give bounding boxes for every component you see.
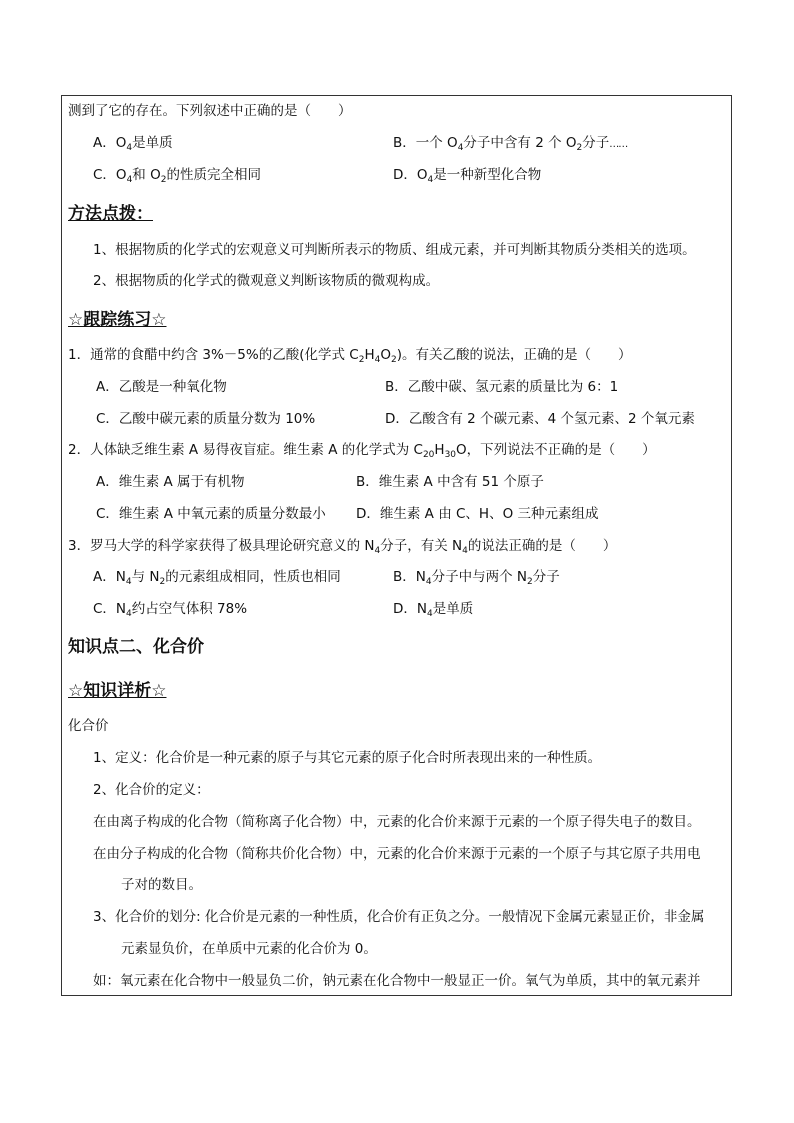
covalent-paragraph-line2: 子对的数目。 xyxy=(121,877,202,893)
option-a: A．$O_4$是单质 xyxy=(93,135,173,153)
practice-q3-option-c: C．$N_4$约占空气体积 78% xyxy=(93,601,248,619)
practice-q3-option-b: B．$N_4$分子中与两个 $N_2$分子 xyxy=(393,569,560,587)
ionic-paragraph: 在由离子构成的化合物（简称离子化合物）中，元素的化合价来源于元素的一个原子得失电子的数目。 xyxy=(93,814,701,830)
practice-q2-option-d: D．维生素 A 由 C、H、O 三种元素组成 xyxy=(356,506,599,522)
question-stem-end: 测到了它的存在。下列叙述中正确的是（ ） xyxy=(68,103,352,119)
practice-q1-stem: 1．通常的食醋中约含 3%－5%的乙酸(化学式 $C_2H_4O_2$)。有关乙酸的说法，正确的是（ ） xyxy=(68,347,632,365)
practice-q1-option-d: D．乙酸含有 2 个碳元素、4 个氢元素、2 个氧元素 xyxy=(385,411,695,427)
practice-q2-option-c: C．维生素 A 中氧元素的质量分数最小 xyxy=(96,506,326,522)
method-point-1: 1、根据物质的化学式的宏观意义可判断所表示的物质、组成元素，并可判断其物质分类相关的选项。 xyxy=(93,242,696,258)
option-b: B．一个 $O_4$分子中含有 2 个 $O_2$分子…… xyxy=(393,135,628,153)
practice-q2-option-a: A．维生素 A 属于有机物 xyxy=(96,474,245,490)
practice-q1-option-a: A．乙酸是一种氧化物 xyxy=(96,379,227,395)
section-heading: 知识点二、化合价 xyxy=(68,637,204,657)
option-d: D．$O_4$是一种新型化合物 xyxy=(393,167,542,185)
practice-heading: ☆跟踪练习☆ xyxy=(68,310,167,330)
example-paragraph: 如：氧元素在化合物中一般显负二价，钠元素在化合物中一般显正一价。氧气为单质，其中的氧元素并 xyxy=(93,973,701,989)
practice-q3-option-a: A．$N_4$与 $N_2$的元素组成相同，性质也相同 xyxy=(93,569,341,587)
method-heading: 方法点拨： xyxy=(68,204,153,224)
practice-q3-stem: 3．罗马大学的科学家获得了极具理论研究意义的 $N_4$分子，有关 $N_4$的说法正确的是（ ） xyxy=(68,538,617,556)
covalent-paragraph-line1: 在由分子构成的化合物（简称共价化合物）中，元素的化合价来源于元素的一个原子与其它原子共用电 xyxy=(93,846,701,862)
option-c: C．$O_4$和 $O_2$的性质完全相同 xyxy=(93,167,261,185)
division-paragraph-line1: 3、化合价的划分: 化合价是元素的一种性质，化合价有正负之分。一般情况下金属元素显正价，非金属 xyxy=(93,909,705,925)
practice-q1-option-c: C．乙酸中碳元素的质量分数为 10% xyxy=(96,411,316,427)
practice-q2-stem: 2．人体缺乏维生素 A 易得夜盲症。维生素 A 的化学式为 $C_{20}H_{30}O$，下列说法不正确的是（ ） xyxy=(68,442,656,460)
division-paragraph-line2: 元素显负价，在单质中元素的化合价为 0。 xyxy=(121,941,377,957)
definition-line: 1、定义：化合价是一种元素的原子与其它元素的原子化合时所表现出来的一种性质。 xyxy=(93,750,602,766)
practice-q1-option-b: B．乙酸中碳、氢元素的质量比为 6：1 xyxy=(385,379,619,395)
definition-heading: 2、化合价的定义： xyxy=(93,782,210,798)
method-point-2: 2、根据物质的化学式的微观意义判断该物质的微观构成。 xyxy=(93,273,440,289)
practice-q3-option-d: D．$N_4$是单质 xyxy=(393,601,474,619)
practice-q2-option-b: B．维生素 A 中含有 51 个原子 xyxy=(356,474,544,490)
topic-label: 化合价 xyxy=(68,718,109,734)
section-subheading: ☆知识详析☆ xyxy=(68,681,167,701)
